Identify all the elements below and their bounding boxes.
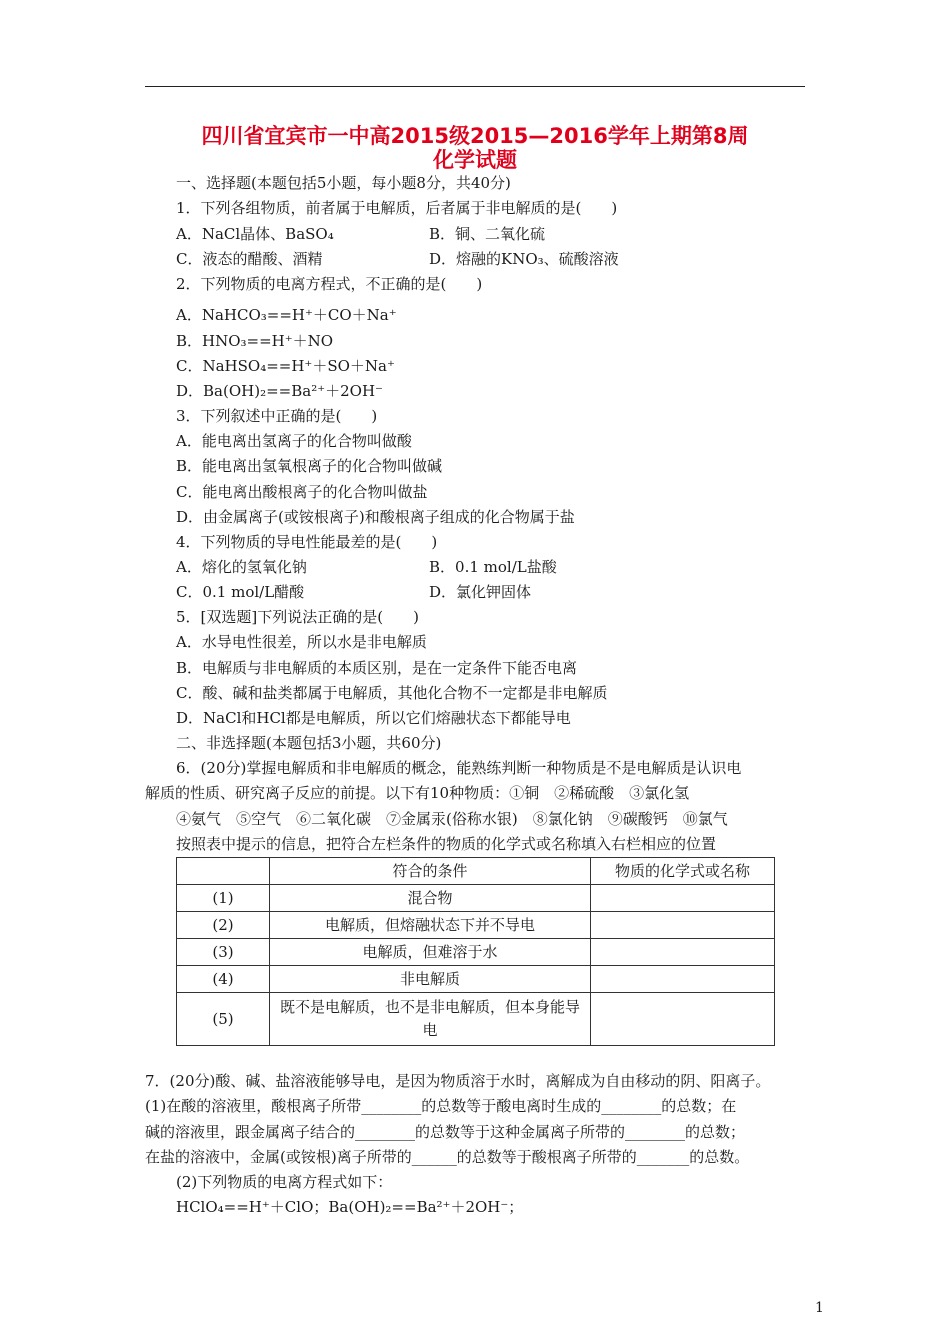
option-4d: D．氯化钾固体 (429, 583, 532, 601)
option-4c: C．0.1 mol/L醋酸 (176, 583, 305, 601)
question-7-part-2: (2)下列物质的电离方程式如下： (176, 1173, 393, 1191)
question-7-line-3: 碱的溶液里，跟金属离子结合的________的总数等于这种金属离子所带的________的总数； (145, 1123, 746, 1141)
page-title: 四川省宜宾市一中高2015级2015—2016学年上期第8周 (201, 124, 749, 148)
table-row (177, 993, 775, 1046)
option-5d: D．NaCl和HCl都是电解质，所以它们熔融状态下都能导电 (176, 709, 571, 727)
option-3c: C．能电离出酸根离子的化合物叫做盐 (176, 483, 428, 501)
option-2b: B．HNO₃==H⁺＋NO (176, 332, 334, 350)
question-3: 3．下列叙述中正确的是( ) (176, 407, 378, 425)
table-row (177, 939, 775, 966)
row-number: (5) (177, 993, 270, 1046)
option-3a: A．能电离出氢离子的化合物叫做酸 (176, 432, 412, 450)
page-subtitle: 化学试题 (433, 148, 517, 172)
header-rule (145, 86, 805, 87)
table-row (177, 912, 775, 939)
option-5a: A．水导电性很差，所以水是非电解质 (176, 633, 427, 651)
option-2c: C．NaHSO₄==H⁺＋SO＋Na⁺ (176, 357, 395, 375)
question-7-line-1: 7．(20分)酸、碱、盐溶液能够导电，是因为物质溶于水时，离解成为自由移动的阴、阳离子。 (145, 1072, 771, 1090)
row-answer-cell[interactable] (591, 966, 775, 993)
option-2a: A．NaHCO₃==H⁺＋CO＋Na⁺ (176, 306, 397, 324)
row-condition: 非电解质 (270, 966, 591, 993)
table-row (177, 966, 775, 993)
question-2: 2．下列物质的电离方程式，不正确的是( ) (176, 275, 483, 293)
section-heading-2: 二、非选择题(本题包括3小题，共60分) (176, 734, 442, 752)
question-6-instruction: 按照表中提示的信息，把符合左栏条件的物质的化学式或名称填入右栏相应的位置 (176, 835, 717, 853)
page-number: 1 (815, 1300, 824, 1316)
row-condition: 既不是电解质，也不是非电解质，但本身能导电 (270, 993, 591, 1046)
question-5: 5．[双选题]下列说法正确的是( ) (176, 608, 419, 626)
row-answer-cell[interactable] (591, 912, 775, 939)
question-6-line-1: 6．(20分)掌握电解质和非电解质的概念，能熟练判断一种物质是不是电解质是认识电 (176, 759, 742, 777)
question-7-equations: HClO₄==H⁺＋ClO；Ba(OH)₂==Ba²⁺＋2OH⁻； (176, 1198, 524, 1216)
table-header-row (177, 858, 775, 885)
row-condition: 电解质，但熔融状态下并不导电 (270, 912, 591, 939)
row-number: (4) (177, 966, 270, 993)
question-6-line-2: 解质的性质、研究离子反应的前提。以下有10种物质：①铜 ②稀硫酸 ③氯化氢 (145, 784, 690, 802)
answer-table (176, 857, 775, 1046)
row-answer-cell[interactable] (591, 885, 775, 912)
table-row (177, 885, 775, 912)
option-4a: A．熔化的氢氧化钠 (176, 558, 307, 576)
option-1b: B．铜、二氧化硫 (429, 225, 546, 243)
section-heading: 一、选择题(本题包括5小题，每小题8分，共40分) (176, 174, 511, 192)
question-6-line-3: ④氨气 ⑤空气 ⑥二氧化碳 ⑦金属汞(俗称水银) ⑧氯化钠 ⑨碳酸钙 ⑩氯气 (176, 810, 728, 828)
option-4b: B．0.1 mol/L盐酸 (429, 558, 557, 576)
row-answer-cell[interactable] (591, 939, 775, 966)
table-header-cell (177, 858, 270, 885)
option-1c: C．液态的醋酸、酒精 (176, 250, 323, 268)
row-answer-cell[interactable] (591, 993, 775, 1046)
row-condition: 混合物 (270, 885, 591, 912)
option-1d: D．熔融的KNO₃、硫酸溶液 (429, 250, 619, 268)
table-header-cell: 物质的化学式或名称 (591, 858, 775, 885)
option-5c: C．酸、碱和盐类都属于电解质，其他化合物不一定都是非电解质 (176, 684, 608, 702)
option-3d: D．由金属离子(或铵根离子)和酸根离子组成的化合物属于盐 (176, 508, 575, 526)
option-5b: B．电解质与非电解质的本质区别，是在一定条件下能否电离 (176, 659, 578, 677)
option-2d: D．Ba(OH)₂==Ba²⁺＋2OH⁻ (176, 382, 383, 400)
question-7-line-4: 在盐的溶液中，金属(或铵根)离子所带的______的总数等于酸根离子所带的_______的总数。 (145, 1148, 750, 1166)
row-number: (3) (177, 939, 270, 966)
question-4: 4．下列物质的导电性能最差的是( ) (176, 533, 438, 551)
option-3b: B．能电离出氢氧根离子的化合物叫做碱 (176, 457, 443, 475)
table-header-cell: 符合的条件 (270, 858, 591, 885)
question-7-line-2: (1)在酸的溶液里，酸根离子所带________的总数等于酸电离时生成的________的总数；在 (145, 1097, 737, 1115)
row-number: (1) (177, 885, 270, 912)
question-1: 1．下列各组物质，前者属于电解质，后者属于非电解质的是( ) (176, 199, 618, 217)
row-condition: 电解质，但难溶于水 (270, 939, 591, 966)
option-1a: A．NaCl晶体、BaSO₄ (176, 225, 334, 243)
row-number: (2) (177, 912, 270, 939)
